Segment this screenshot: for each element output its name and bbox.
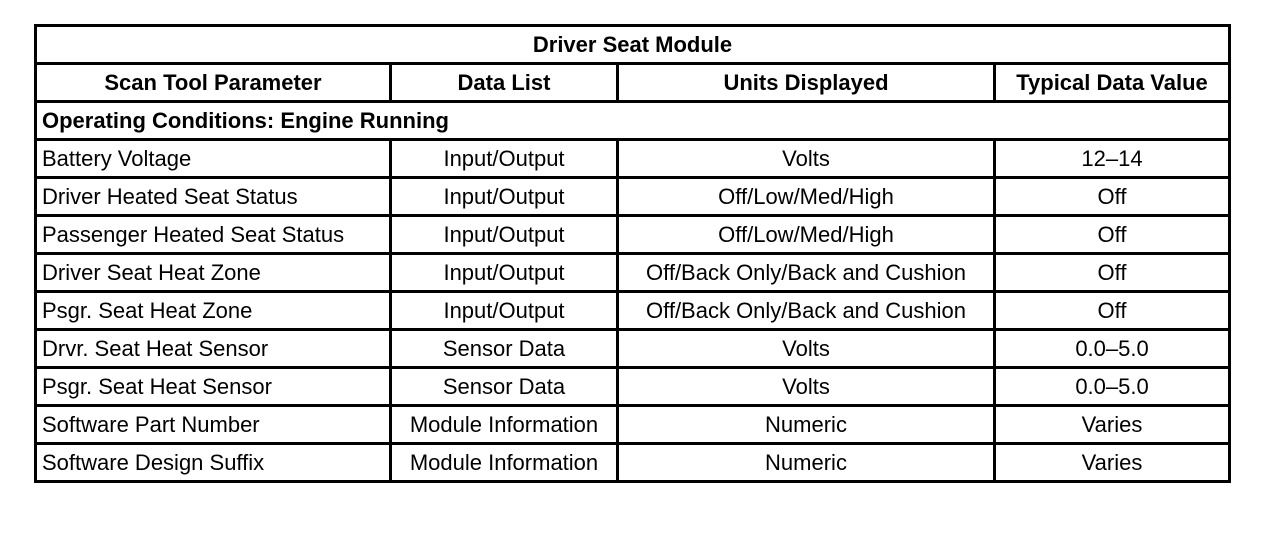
cell-data-list: Sensor Data [391, 368, 618, 406]
cell-data-list: Module Information [391, 406, 618, 444]
cell-parameter: Psgr. Seat Heat Zone [36, 292, 391, 330]
table-header-row [36, 64, 1230, 102]
cell-data-list: Input/Output [391, 178, 618, 216]
table-row [36, 140, 1230, 178]
cell-parameter: Drvr. Seat Heat Sensor [36, 330, 391, 368]
header-scan-tool-parameter: Scan Tool Parameter [36, 64, 391, 102]
cell-typical-value: Off [995, 216, 1230, 254]
table-row [36, 254, 1230, 292]
cell-units: Off/Back Only/Back and Cushion [618, 292, 995, 330]
section-heading: Operating Conditions: Engine Running [36, 102, 1230, 140]
cell-units: Volts [618, 330, 995, 368]
table-row [36, 406, 1230, 444]
cell-typical-value: Off [995, 254, 1230, 292]
cell-parameter: Driver Seat Heat Zone [36, 254, 391, 292]
table-row [36, 444, 1230, 482]
table-row [36, 368, 1230, 406]
cell-parameter: Psgr. Seat Heat Sensor [36, 368, 391, 406]
table-row [36, 178, 1230, 216]
driver-seat-module-table [34, 24, 1231, 483]
cell-typical-value: Varies [995, 406, 1230, 444]
cell-typical-value: 12–14 [995, 140, 1230, 178]
cell-typical-value: Off [995, 178, 1230, 216]
section-row [36, 102, 1230, 140]
cell-data-list: Sensor Data [391, 330, 618, 368]
cell-typical-value: Off [995, 292, 1230, 330]
cell-typical-value: Varies [995, 444, 1230, 482]
cell-parameter: Passenger Heated Seat Status [36, 216, 391, 254]
cell-units: Numeric [618, 406, 995, 444]
header-data-list: Data List [391, 64, 618, 102]
table-title-row [36, 26, 1230, 64]
cell-parameter: Driver Heated Seat Status [36, 178, 391, 216]
cell-units: Off/Low/Med/High [618, 216, 995, 254]
cell-parameter: Software Design Suffix [36, 444, 391, 482]
cell-typical-value: 0.0–5.0 [995, 368, 1230, 406]
cell-units: Volts [618, 368, 995, 406]
table-row [36, 216, 1230, 254]
cell-units: Numeric [618, 444, 995, 482]
cell-parameter: Software Part Number [36, 406, 391, 444]
header-units-displayed: Units Displayed [618, 64, 995, 102]
header-typical-data-value: Typical Data Value [995, 64, 1230, 102]
cell-data-list: Module Information [391, 444, 618, 482]
cell-data-list: Input/Output [391, 140, 618, 178]
cell-data-list: Input/Output [391, 216, 618, 254]
table-title: Driver Seat Module [36, 26, 1230, 64]
cell-units: Off/Back Only/Back and Cushion [618, 254, 995, 292]
cell-data-list: Input/Output [391, 254, 618, 292]
cell-units: Volts [618, 140, 995, 178]
cell-typical-value: 0.0–5.0 [995, 330, 1230, 368]
table-row [36, 330, 1230, 368]
cell-data-list: Input/Output [391, 292, 618, 330]
table-row [36, 292, 1230, 330]
cell-parameter: Battery Voltage [36, 140, 391, 178]
cell-units: Off/Low/Med/High [618, 178, 995, 216]
